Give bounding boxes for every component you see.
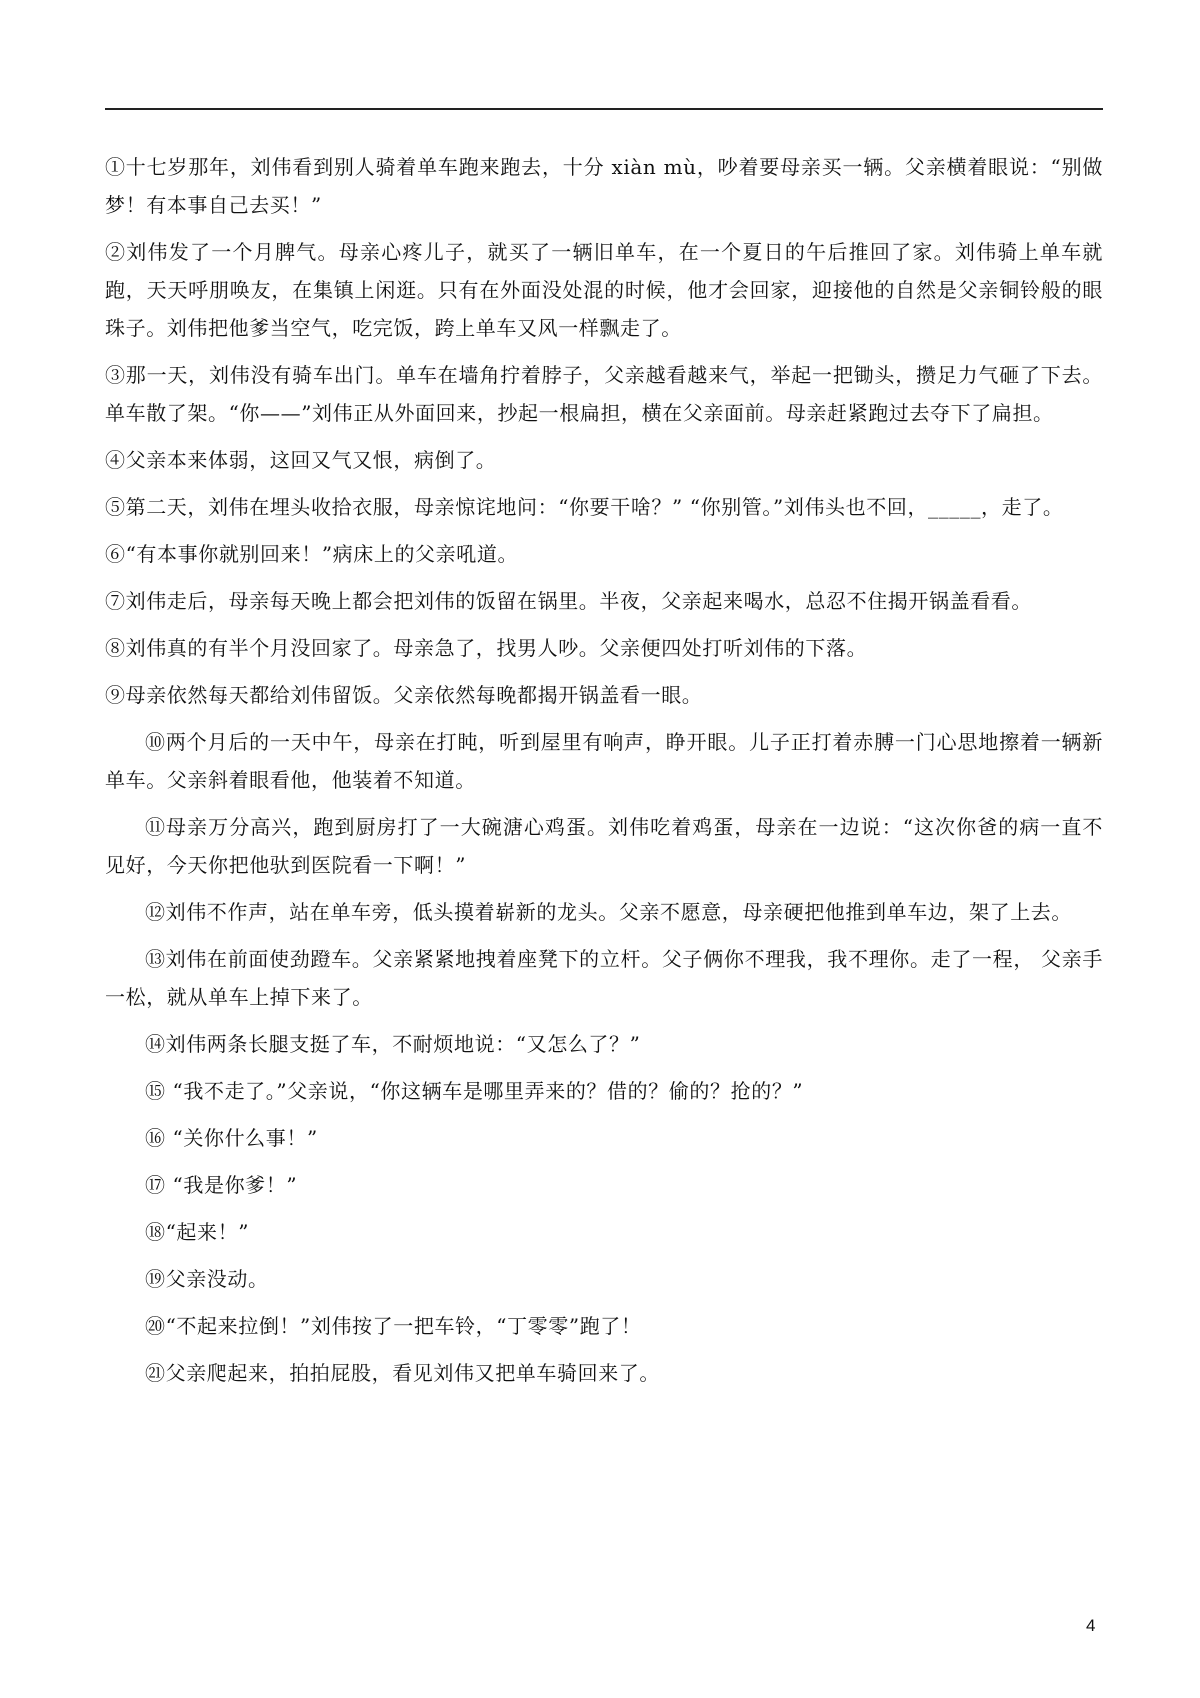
paragraph-5: ⑤第二天，刘伟在埋头收拾衣服，母亲惊诧地问：“你要干啥？” “你别管。”刘伟头也不回，_____，走了。 <box>105 495 1064 519</box>
paragraph-20: ⑳“不起来拉倒！”刘伟按了一把车铃，“丁零零”跑了！ <box>145 1314 642 1338</box>
page-number: 4 <box>1086 1616 1096 1635</box>
header-rule <box>105 108 1103 110</box>
paragraph-16: ⑯ “关你什么事！” <box>145 1126 318 1150</box>
paragraph-3: ③那一天，刘伟没有骑车出门。单车在墙角拧着脖子，父亲越看越来气，举起一把锄头，攒足力气砸了下去。单车散了架。“你——”刘伟正从外面回来，抄起一根扁担，横在父亲面前。母亲赶紧跑过去夺下了扁担。 <box>105 363 1103 425</box>
paragraph-2: ②刘伟发了一个月脾气。母亲心疼儿子，就买了一辆旧单车，在一个夏日的午后推回了家。刘伟骑上单车就跑，天天呼朋唤友，在集镇上闲逛。只有在外面没处混的时候，他才会回家，迎接他的自然是父亲铜铃般的眼珠子。刘伟把他爹当空气，吃完饭，跨上单车又风一样飘走了。 <box>105 240 1103 340</box>
document-body <box>105 148 1103 1401</box>
paragraph-7: ⑦刘伟走后，母亲每天晚上都会把刘伟的饭留在锅里。半夜，父亲起来喝水，总忍不住揭开锅盖看看。 <box>105 589 1032 613</box>
paragraph-1: ①十七岁那年，刘伟看到别人骑着单车跑来跑去，十分 xiàn mù，吵着要母亲买一辆。父亲横着眼说：“别做梦！有本事自己去买！” <box>105 155 1103 217</box>
paragraph-13: ⑬刘伟在前面使劲蹬车。父亲紧紧地拽着座凳下的立杆。父子俩你不理我，我不理你。走了一程， 父亲手一松，就从单车上掉下来了。 <box>105 947 1103 1009</box>
paragraph-21: ㉑父亲爬起来，拍拍屁股，看见刘伟又把单车骑回来了。 <box>145 1361 660 1385</box>
paragraph-15: ⑮ “我不走了。”父亲说，“你这辆车是哪里弄来的？借的？偷的？抢的？” <box>145 1079 804 1103</box>
paragraph-9: ⑨母亲依然每天都给刘伟留饭。父亲依然每晚都揭开锅盖看一眼。 <box>105 683 703 707</box>
paragraph-19: ⑲父亲没动。 <box>145 1267 269 1291</box>
paragraph-8: ⑧刘伟真的有半个月没回家了。母亲急了，找男人吵。父亲便四处打听刘伟的下落。 <box>105 636 868 660</box>
paragraph-4: ④父亲本来体弱，这回又气又恨，病倒了。 <box>105 448 497 472</box>
paragraph-11: ⑪母亲万分高兴，跑到厨房打了一大碗溏心鸡蛋。刘伟吃着鸡蛋，母亲在一边说：“这次你爸的病一直不见好，今天你把他驮到医院看一下啊！” <box>105 815 1103 877</box>
paragraph-12: ⑫刘伟不作声，站在单车旁，低头摸着崭新的龙头。父亲不愿意，母亲硬把他推到单车边，架了上去。 <box>145 900 1072 924</box>
paragraph-6: ⑥“有本事你就别回来！”病床上的父亲吼道。 <box>105 542 519 566</box>
paragraph-14: ⑭刘伟两条长腿支挺了车，不耐烦地说：“又怎么了？” <box>145 1032 641 1056</box>
paragraph-18: ⑱“起来！” <box>145 1220 250 1244</box>
paragraph-17: ⑰ “我是你爹！” <box>145 1173 298 1197</box>
paragraph-10: ⑩两个月后的一天中午，母亲在打盹，听到屋里有响声，睁开眼。儿子正打着赤膊一门心思地擦着一辆新单车。父亲斜着眼看他，他装着不知道。 <box>105 730 1103 792</box>
